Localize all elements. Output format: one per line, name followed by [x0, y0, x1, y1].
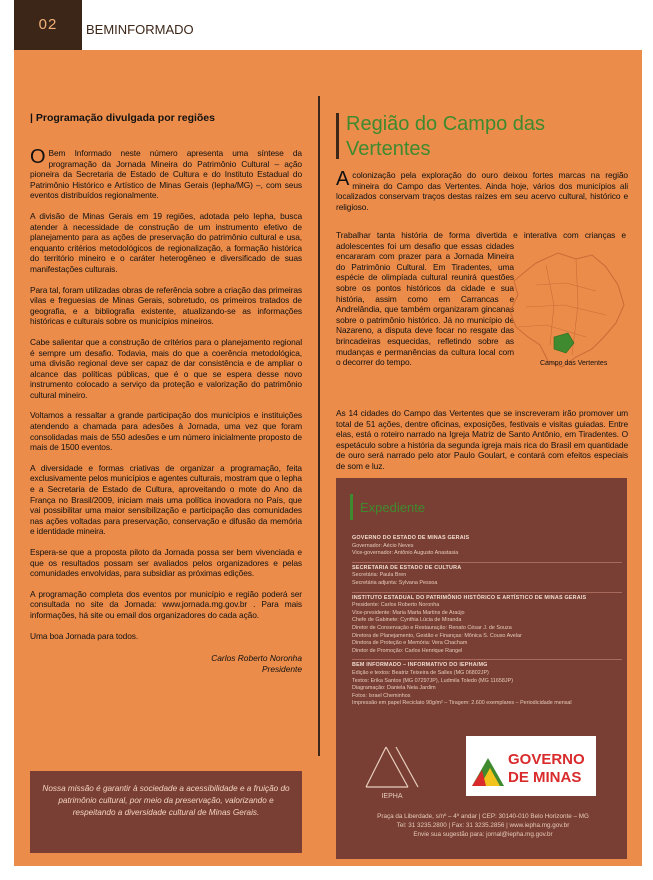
credit-line: Presidente: Carlos Roberto Noronha	[352, 602, 440, 609]
brand-name	[86, 22, 194, 37]
credit-line: Impressão em papel Reciclato 90g/m² – Tiragem: 2.600 exemplares – Periodicidade mensal	[352, 700, 572, 707]
phone-line: Tel: 31 3235.2800 | Fax: 31 3235.2856 | www.iepha.mg.gov.br	[396, 822, 570, 829]
address-line: Praça da Liberdade, s/nº – 4º andar | CEP: 30140-010 Belo Horizonte – MG	[377, 813, 589, 820]
editorial-paragraph-2: A divisão de Minas Gerais em 19 regiões, adotada pelo Iepha, busca atender à necessidade de construção de um instrumento efetivo de planejamento para as ações de preservação do patrimônio cultural e usa, enquanto critérios metodológicos de regionalização, a formação histórica do território mineiro e o caráter heterogêneo e diversificado de suas manifestações culturais.	[30, 210, 302, 274]
credit-line: Diretora de Planejamento, Gestão e Finanças: Mônica S. Couso Avelar	[352, 632, 522, 639]
credit-line: Fotos: Israel Cheminhos	[352, 692, 411, 699]
editorial-paragraph-7: Espera-se que a proposta piloto da Jornada possa ser bem vivenciada e que os resultados possam ser avaliados pelos organizadores e pelas comunidades envolvidas, para subsidiar as próximas edições.	[30, 547, 302, 579]
credit-line: Governador: Aécio Neves	[352, 542, 414, 549]
credit-line: Chefe de Gabinete: Cynthia Lúcia de Miranda	[352, 617, 462, 624]
expediente-accent-bar	[350, 494, 353, 520]
contact-address	[352, 812, 614, 839]
article-paragraph-1	[336, 170, 628, 212]
iepha-logo	[352, 743, 432, 801]
page-number: 02	[38, 16, 58, 33]
mission-text: Nossa missão é garantir à sociedade a acessibilidade e a fruição do patrimônio cultural, por meio da preservação, valorizando e respeitando a diversidade cultural de Minas Gerais.	[42, 784, 290, 817]
signature-name: Carlos Roberto Noronha	[211, 653, 302, 664]
drop-cap: A	[336, 168, 350, 190]
signature	[30, 653, 302, 675]
map-label: Campo das Vertentes	[540, 360, 608, 367]
highlighted-region	[554, 333, 574, 353]
credit-heading: GOVERNO DO ESTADO DE MINAS GERAIS	[352, 535, 470, 541]
iepha-logo-text: IEPHA	[381, 793, 403, 800]
editorial-paragraph-4: Cabe salientar que a construção de critérios para o planejamento regional é sempre um desafio. Todavia, mais do que a coerência metodológica, uma divisão regional deve ser capaz de dar consistência e de ampliar o alcance das políticas públicas, que é o que se espera desse novo instrumento colocado a serviço da proteção e valorização do patrimônio cultural mineiro.	[30, 336, 302, 400]
credit-line: Diagramação: Daniela Neia Jardim	[352, 685, 436, 692]
column-divider	[318, 96, 320, 756]
paragraph-text: Bem Informado neste número apresenta uma síntese da programação da Jornada Mineira do Patrimônio Cultural – ação pioneira da Secretaria de Estado de Cultura e do Instituto Estadual do Patrimônio Histórico e Artístico de Minas Gerais (Iepha/MG) –, com seus eventos distribuídos regionalmente.	[30, 148, 302, 201]
email-line: Envie sua sugestão para: jornal@iepha.mg.gov.br	[413, 831, 553, 838]
article-paragraph-3: As 14 cidades do Campo das Vertentes que se inscreveram irão promover um total de 51 ações, dentre oficinas, exposições, festivais e visitas guiadas. Entre elas, está o roteiro narrado na Igreja Matriz de Santo Antônio, em Tiradentes. O espetáculo sobre a história da segunda igreja mais rica do Brasil em quantidade de ouro será narrado pelo ator Paulo Goulart, e contará com efeitos especiais de som e luz.	[336, 408, 628, 471]
brand-part-1: BEM	[86, 22, 115, 37]
editorial-paragraph-3: Para tal, foram utilizadas obras de referência sobre a criação das primeiras vilas e freguesias de Minas Gerais, sobretudo, os primeiros tratados de geografia, e a bibliografia existente, atualizando-se as informações históricas e culturais sobre os municípios mineiros.	[30, 284, 302, 327]
editorial-paragraph-6: A diversidade e formas criativas de organizar a programação, feita exclusivamente pelos municípios e agentes culturais, mostram que o Iepha e a Secretaria de Estado de Cultura, aproveitando o mote do Ano da França no Brasil/2009, iniciam mais uma política inovadora no País, que vai possibilitar uma maior sensibilização e participação das comunidades nas ações voltadas para preservação, conservação e difusão da memória e identidade mineira.	[30, 462, 302, 537]
article-title: Região do Campo das Vertentes	[346, 113, 546, 160]
credit-line: Secretária: Paula Bren	[352, 572, 407, 579]
signature-role: Presidente	[261, 664, 302, 675]
credit-line: Diretor de Promoção: Carlos Henrique Rangel	[352, 647, 463, 654]
credit-line: Vice-governador: Antônio Augusto Anastasia	[352, 550, 459, 557]
title-accent-bar	[336, 113, 339, 159]
expediente-credits	[352, 535, 622, 708]
editorial-paragraph-1	[30, 148, 302, 201]
credit-line: Edição e textos: Beatriz Teixeira de Salles (MG 06802JP)	[352, 669, 489, 676]
expediente-title: Expediente	[360, 500, 426, 515]
editorial-column	[30, 112, 302, 675]
governo-de-minas-logo	[466, 736, 596, 796]
gov-logo-text-1: GOVERNO	[508, 751, 585, 768]
drop-cap: O	[30, 146, 46, 168]
editorial-title: | Programação divulgada por regiões	[30, 112, 215, 124]
credit-line: Secretária adjunta: Sylvana Pessoa	[352, 579, 438, 586]
credit-heading: BEM INFORMADO – INFORMATIVO DO IEPHA/MG	[352, 659, 622, 670]
gov-logo-text-2: DE MINAS	[508, 769, 582, 786]
brand-part-2: INFORMADO	[114, 22, 194, 37]
credit-line: Diretor de Conservação e Restauração: Renato César J. de Souza	[352, 624, 512, 631]
credit-line: Textos: Erika Santos (MG 07297JP), Ludmila Toledo (MG 11658JP)	[352, 677, 513, 684]
credit-heading: SECRETARIA DE ESTADO DE CULTURA	[352, 562, 622, 573]
mission-box	[30, 771, 302, 853]
credit-line: Vice-presidente: Maria Marta Martins de Araújo	[352, 609, 465, 616]
editorial-paragraph-5: Voltamos a ressaltar a grande participação dos municípios e instituições atendendo a chamada para adesões à Jornada, uma vez que foram consolidadas mais de 550 adesões e um número inicialmente proposto de mais de 1500 eventos.	[30, 410, 302, 453]
credit-heading: INSTITUTO ESTADUAL DO PATRIMÔNIO HISTÓRICO E ARTÍSTICO DE MINAS GERAIS	[352, 592, 622, 603]
credit-line: Diretora de Proteção e Memória: Vera Chacham	[352, 640, 468, 647]
editorial-paragraph-9: Uma boa Jornada para todos.	[30, 630, 139, 641]
paragraph-text: Trabalhar tanta história de forma divertida e interativa com crianças e adolescentes foi um desafio que essas cidades encararam com prazer para a Jornada Mineira do Patrimônio Cultural. Em Tiradentes, uma espécie de olimpíada cultural reunirá questões sobre os pontos históricos da cidade e sua história, assim como em Carrancas e Andrelândia, que também organizaram gincanas sobre o patrimônio histórico. Já no município de Nazareno, a disputa deve focar no resgate das brincadeiras esquecidas, refletindo sobre as mudanças e permanências da cultura local com o decorrer do tempo.	[336, 230, 626, 368]
iepha-logo-mark	[366, 747, 418, 787]
paragraph-text: colonização pela exploração do ouro deixou fortes marcas na região mineira do Campo das Vertentes. Ainda hoje, vários dos municípios ali localizados conservam traços destas raízes em seu acervo cultural, histórico e religioso.	[336, 170, 628, 212]
editorial-paragraph-8: A programação completa dos eventos por município e região poderá ser consultada no site da Jornada: www.jornada.mg.gov.br . Para mais informações, há site ou email dos organizadores do cada ação.	[30, 588, 302, 620]
